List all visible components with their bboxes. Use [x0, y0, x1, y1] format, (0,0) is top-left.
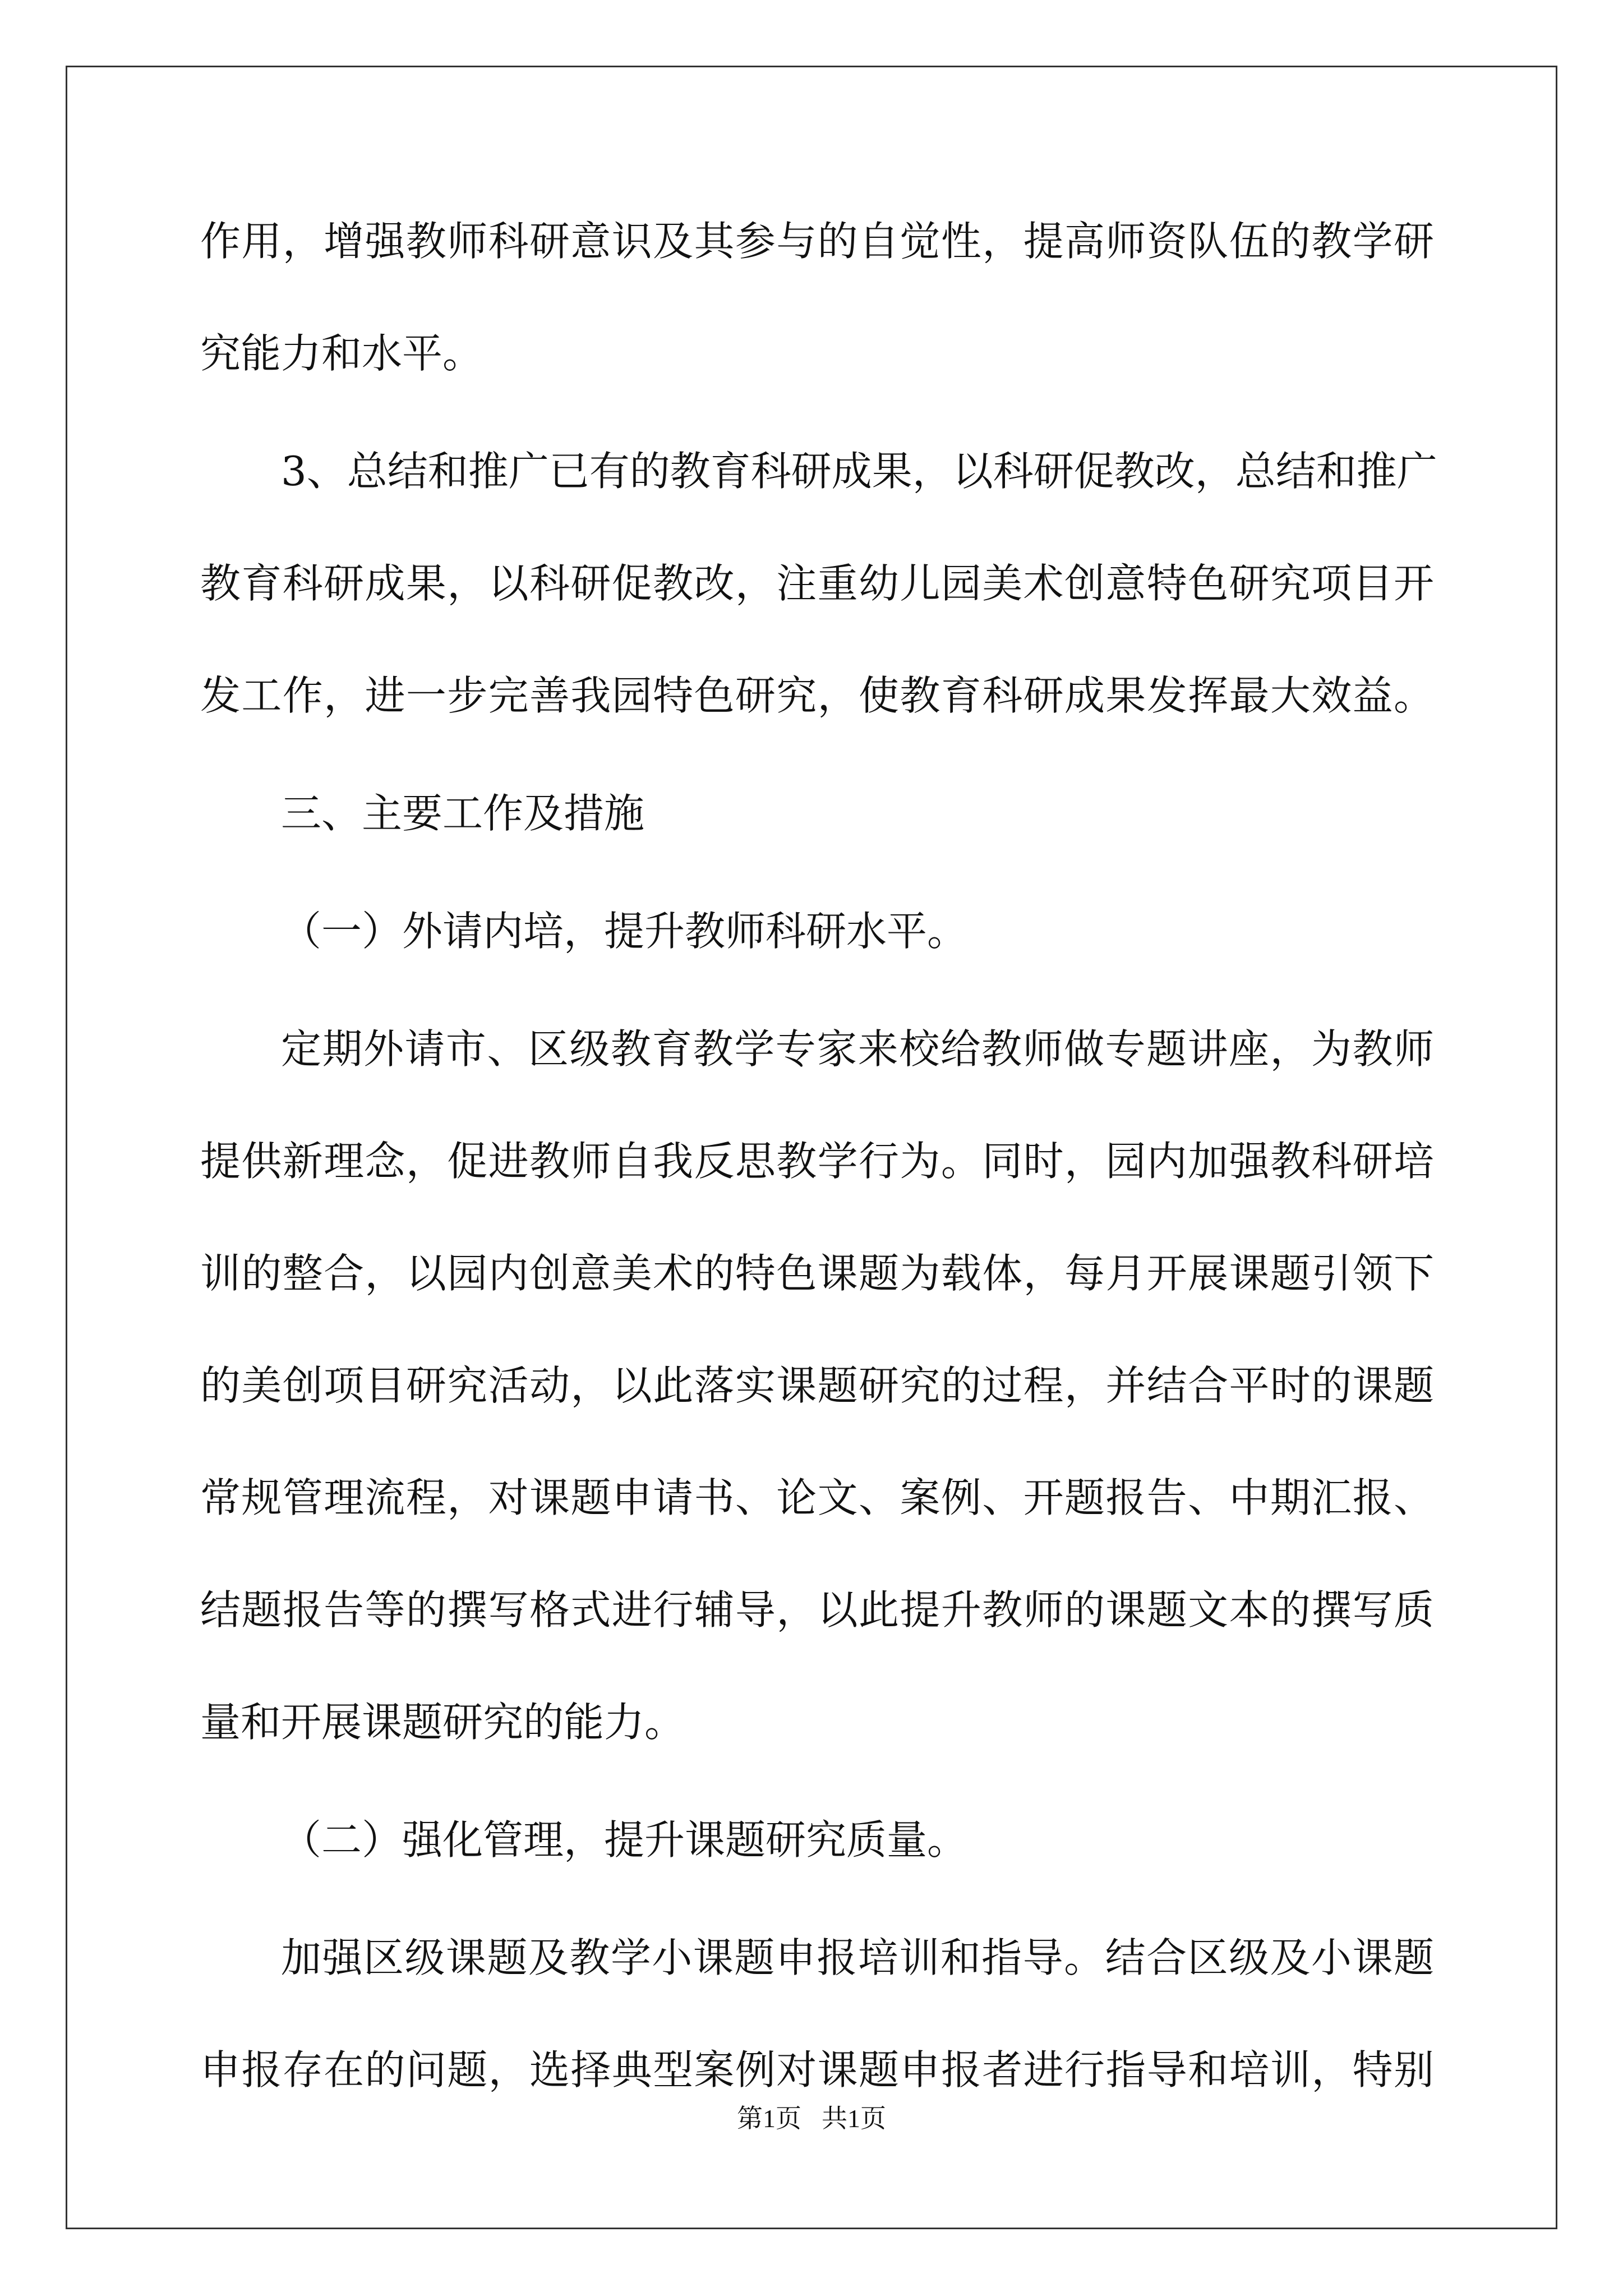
page-footer: [0, 2098, 1623, 2135]
subsection-heading: （一）外请内培，提升教师科研水平。: [281, 908, 968, 955]
text-line: 作用，增强教师科研意识及其参与的自觉性，提高师资队伍的教学研: [200, 218, 1434, 265]
text-line: 提供新理念，促进教师自我反思教学行为。同时，园内加强教科研培: [200, 1138, 1434, 1185]
text-line: 申报存在的问题，选择典型案例对课题申报者进行指导和培训，特别: [200, 2046, 1434, 2093]
section-heading: 三、主要工作及措施: [281, 790, 645, 837]
text-line: 训的整合，以园内创意美术的特色课题为载体，每月开展课题引领下: [200, 1250, 1434, 1297]
page-number-current: 第1页: [737, 2104, 801, 2133]
paragraph-start-line: 3、总结和推广已有的教育科研成果，以科研促教改，总结和推广: [281, 448, 1437, 495]
text-line: 常规管理流程，对课题申请书、论文、案例、开题报告、中期汇报、: [200, 1474, 1434, 1521]
text-line: 究能力和水平。: [200, 330, 483, 377]
paragraph-start-line: 加强区级课题及教学小课题申报培训和指导。结合区级及小课题: [281, 1934, 1434, 1981]
text-line: 教育科研成果，以科研促教改，注重幼儿园美术创意特色研究项目开: [200, 560, 1434, 607]
subsection-heading: （二）强化管理，提升课题研究质量。: [281, 1816, 968, 1864]
text-line: 量和开展课题研究的能力。: [200, 1699, 685, 1746]
text-line: 发工作，进一步完善我园特色研究，使教育科研成果发挥最大效益。: [200, 672, 1434, 719]
paragraph-start-line: 定期外请市、区级教育教学专家来校给教师做专题讲座，为教师: [281, 1025, 1434, 1073]
text-line: 的美创项目研究活动，以此落实课题研究的过程，并结合平时的课题: [200, 1362, 1434, 1409]
page-number-total: 共1页: [822, 2104, 886, 2133]
text-line: 结题报告等的撰写格式进行辅导，以此提升教师的课题文本的撰写质: [200, 1586, 1434, 1634]
